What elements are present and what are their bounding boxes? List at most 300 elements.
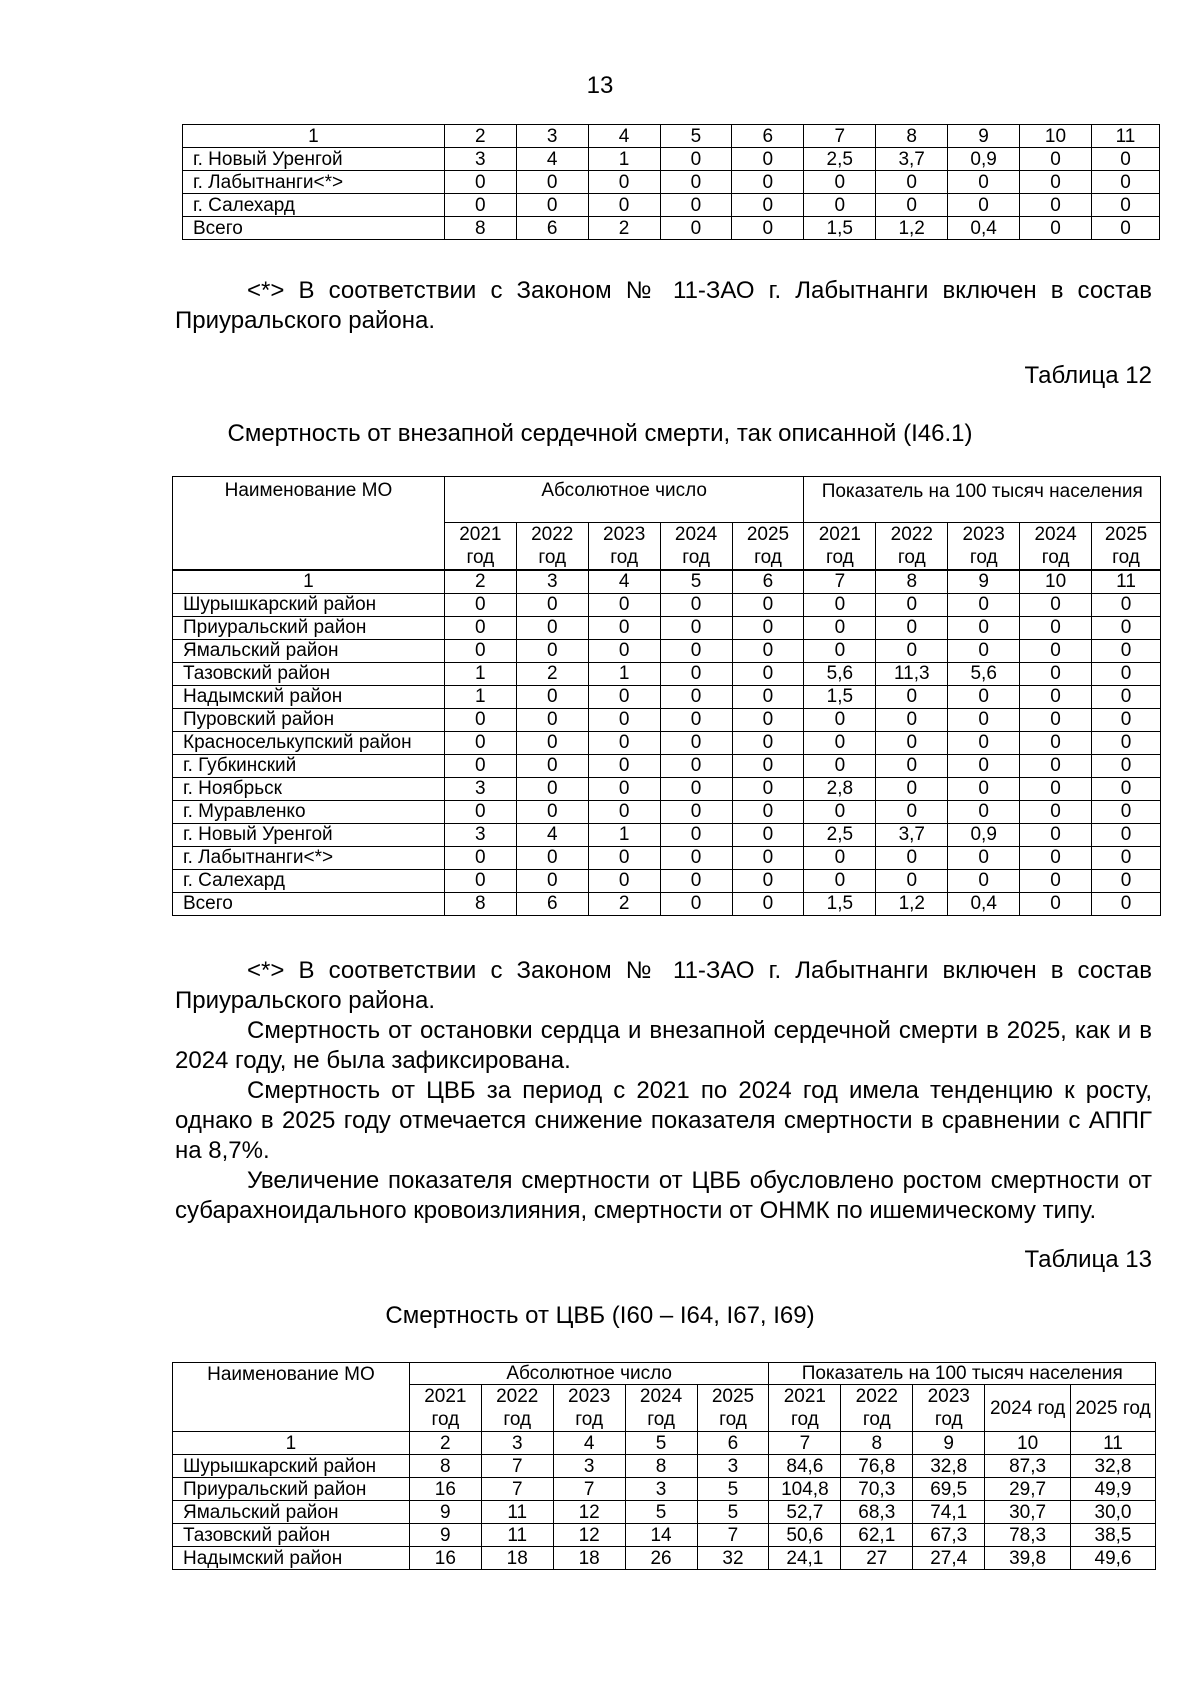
value-cell: 29,7: [985, 1478, 1071, 1501]
table-row: [173, 731, 1161, 754]
table-13-caption: Смертность от ЦВБ (I60 – I64, I67, I69): [385, 1302, 815, 1329]
value-cell: 68,3: [841, 1501, 913, 1524]
value-cell: 3: [444, 823, 516, 846]
value-cell: 5: [660, 125, 732, 148]
value-cell: 0: [516, 708, 588, 731]
value-cell: 0: [516, 800, 588, 823]
value-cell: 2: [516, 662, 588, 685]
value-cell: 11: [1092, 570, 1161, 593]
value-cell: 0: [1092, 685, 1161, 708]
value-cell: 0: [804, 616, 876, 639]
row-name-cell: г. Лабытнанги<*>: [183, 171, 445, 194]
value-cell: 10: [1020, 570, 1092, 593]
value-cell: 11,3: [876, 662, 948, 685]
value-cell: 5,6: [804, 662, 876, 685]
table-row: [173, 708, 1161, 731]
value-cell: 0: [948, 800, 1020, 823]
value-cell: 6: [516, 892, 588, 915]
value-cell: 38,5: [1071, 1524, 1156, 1547]
value-cell: 8: [444, 217, 516, 240]
value-cell: 4: [553, 1432, 625, 1455]
value-cell: 30,7: [985, 1501, 1071, 1524]
value-cell: 0: [948, 777, 1020, 800]
value-cell: 49,9: [1071, 1478, 1156, 1501]
value-cell: 0: [516, 777, 588, 800]
value-cell: 0: [948, 754, 1020, 777]
value-cell: 0: [1020, 777, 1092, 800]
year-header: 2023 год: [913, 1385, 985, 1432]
table-13-label: Таблица 13: [1024, 1246, 1152, 1273]
value-cell: 9: [948, 125, 1020, 148]
value-cell: 0: [804, 194, 876, 217]
value-cell: 0: [876, 685, 948, 708]
value-cell: 87,3: [985, 1455, 1071, 1478]
value-cell: 0: [1092, 777, 1161, 800]
table-row: [173, 616, 1161, 639]
value-cell: 0,9: [948, 148, 1020, 171]
value-cell: 11: [481, 1501, 553, 1524]
value-cell: 0: [1092, 869, 1161, 892]
row-name-cell: Тазовский район: [173, 1524, 410, 1547]
year-header: 2021 год: [804, 523, 876, 571]
value-cell: 7: [697, 1524, 769, 1547]
value-cell: 62,1: [841, 1524, 913, 1547]
value-cell: 0: [732, 731, 804, 754]
value-cell: 7: [481, 1478, 553, 1501]
value-cell: 0: [588, 593, 660, 616]
row-name-cell: Тазовский район: [173, 662, 445, 685]
value-cell: 0: [588, 685, 660, 708]
value-cell: 2: [588, 892, 660, 915]
value-cell: 0: [660, 708, 732, 731]
value-cell: 0: [444, 194, 516, 217]
value-cell: 0: [1020, 731, 1092, 754]
value-cell: 0: [588, 846, 660, 869]
paragraph: Смертность от остановки сердца и внезапной сердечной смерти в 2025, как и в 2024 году, не была зафиксирована.: [175, 1017, 1152, 1074]
row-name-cell: г. Новый Уренгой: [173, 823, 445, 846]
value-cell: 3: [625, 1478, 697, 1501]
value-cell: 0: [732, 777, 804, 800]
value-cell: 0: [660, 846, 732, 869]
value-cell: 0: [804, 754, 876, 777]
value-cell: 0: [1091, 148, 1159, 171]
value-cell: 0: [876, 869, 948, 892]
value-cell: 0: [732, 593, 804, 616]
value-cell: 2,5: [804, 823, 876, 846]
value-cell: 0: [516, 194, 588, 217]
value-cell: 0: [876, 194, 948, 217]
value-cell: 0: [1091, 171, 1159, 194]
value-cell: 0: [444, 846, 516, 869]
table-row: [173, 1547, 1156, 1570]
value-cell: 0: [876, 846, 948, 869]
row-name-cell: г. Новый Уренгой: [183, 148, 445, 171]
row-name-cell: 1: [173, 1432, 410, 1455]
value-cell: 0: [804, 593, 876, 616]
value-cell: 0: [804, 869, 876, 892]
value-cell: 52,7: [769, 1501, 841, 1524]
value-cell: 0: [804, 639, 876, 662]
table-row: [173, 777, 1161, 800]
value-cell: 0: [444, 708, 516, 731]
value-cell: 0: [1020, 754, 1092, 777]
value-cell: 5: [625, 1501, 697, 1524]
value-cell: 5: [660, 570, 732, 593]
table-row: [183, 148, 1160, 171]
year-header: 2025 год: [697, 1385, 769, 1432]
value-cell: 6: [516, 217, 588, 240]
value-cell: 4: [516, 823, 588, 846]
value-cell: 74,1: [913, 1501, 985, 1524]
value-cell: 0: [660, 639, 732, 662]
value-cell: 0: [1092, 708, 1161, 731]
value-cell: 12: [553, 1501, 625, 1524]
value-cell: 0: [1020, 148, 1092, 171]
value-cell: 0: [948, 171, 1020, 194]
body-text: [175, 956, 1152, 1226]
value-cell: 0: [660, 754, 732, 777]
table-12-label: Таблица 12: [1024, 362, 1152, 389]
value-cell: 4: [516, 148, 588, 171]
group-header-rate: Показатель на 100 тысяч населения: [804, 477, 1161, 523]
value-cell: 0: [732, 662, 804, 685]
value-cell: 0: [516, 616, 588, 639]
group-header-absolute: Абсолютное число: [409, 1363, 769, 1385]
row-name-cell: Надымский район: [173, 685, 445, 708]
value-cell: 0: [876, 777, 948, 800]
value-cell: 0: [1020, 892, 1092, 915]
value-cell: 0: [444, 754, 516, 777]
row-name-cell: г. Салехард: [173, 869, 445, 892]
col-header-name: Наименование МО: [173, 1363, 410, 1432]
value-cell: 9: [948, 570, 1020, 593]
value-cell: 8: [625, 1455, 697, 1478]
row-name-cell: Шурышкарский район: [173, 593, 445, 616]
value-cell: 0: [732, 754, 804, 777]
value-cell: 0: [876, 800, 948, 823]
value-cell: 24,1: [769, 1547, 841, 1570]
value-cell: 0: [1020, 217, 1092, 240]
value-cell: 0: [732, 194, 804, 217]
value-cell: 0: [444, 593, 516, 616]
value-cell: 12: [553, 1524, 625, 1547]
row-name-cell: Надымский район: [173, 1547, 410, 1570]
value-cell: 0: [732, 869, 804, 892]
row-name-cell: Приуральский район: [173, 1478, 410, 1501]
value-cell: 0: [1020, 662, 1092, 685]
value-cell: 10: [1020, 125, 1092, 148]
value-cell: 11: [1071, 1432, 1156, 1455]
value-cell: 67,3: [913, 1524, 985, 1547]
value-cell: 0: [660, 869, 732, 892]
value-cell: 3: [516, 125, 588, 148]
table-row: [173, 846, 1161, 869]
value-cell: 3: [553, 1455, 625, 1478]
value-cell: 0: [444, 639, 516, 662]
value-cell: 0: [588, 731, 660, 754]
value-cell: 1: [444, 662, 516, 685]
value-cell: 0: [1020, 869, 1092, 892]
table-row: [183, 217, 1160, 240]
table-row: [173, 754, 1161, 777]
value-cell: 0: [1020, 708, 1092, 731]
value-cell: 5: [697, 1501, 769, 1524]
value-cell: 5: [697, 1478, 769, 1501]
value-cell: 0: [660, 662, 732, 685]
row-name-cell: г. Губкинский: [173, 754, 445, 777]
value-cell: 0: [660, 593, 732, 616]
year-header: 2025 год: [1071, 1385, 1156, 1432]
group-header-rate: Показатель на 100 тысяч населения: [769, 1363, 1156, 1385]
value-cell: 0: [804, 708, 876, 731]
value-cell: 2,8: [804, 777, 876, 800]
value-cell: 0: [876, 616, 948, 639]
value-cell: 16: [409, 1478, 481, 1501]
value-cell: 3: [481, 1432, 553, 1455]
value-cell: 0: [804, 846, 876, 869]
value-cell: 9: [409, 1501, 481, 1524]
value-cell: 0,4: [948, 892, 1020, 915]
year-header: 2021 год: [769, 1385, 841, 1432]
value-cell: 76,8: [841, 1455, 913, 1478]
table-13: [172, 1362, 1156, 1570]
value-cell: 39,8: [985, 1547, 1071, 1570]
table-row: [173, 1501, 1156, 1524]
value-cell: 18: [553, 1547, 625, 1570]
value-cell: 5: [625, 1432, 697, 1455]
year-header: 2022 год: [481, 1385, 553, 1432]
value-cell: 0: [660, 616, 732, 639]
table-row: [173, 1524, 1156, 1547]
value-cell: 9: [409, 1524, 481, 1547]
row-name-cell: Пуровский район: [173, 708, 445, 731]
value-cell: 0: [732, 708, 804, 731]
value-cell: 0: [660, 194, 732, 217]
row-name-cell: Ямальский район: [173, 1501, 410, 1524]
paragraph: Смертность от ЦВБ за период с 2021 по 2024 год имела тенденцию к росту, однако в 2025 году отмечается снижение показателя смертности в сравнении с АППГ на 8,7%.: [175, 1077, 1152, 1164]
value-cell: 0,4: [948, 217, 1020, 240]
value-cell: 0: [804, 800, 876, 823]
table-row: [173, 892, 1161, 915]
table-row: [173, 800, 1161, 823]
value-cell: 0: [1020, 823, 1092, 846]
row-name-cell: г. Лабытнанги<*>: [173, 846, 445, 869]
value-cell: 14: [625, 1524, 697, 1547]
value-cell: 32: [697, 1547, 769, 1570]
year-header: 2021 год: [409, 1385, 481, 1432]
value-cell: 0: [1020, 171, 1092, 194]
value-cell: 0: [1092, 662, 1161, 685]
value-cell: 69,5: [913, 1478, 985, 1501]
value-cell: 6: [732, 125, 804, 148]
table-row: [173, 869, 1161, 892]
value-cell: 0: [660, 148, 732, 171]
value-cell: 0: [444, 731, 516, 754]
value-cell: 0: [1092, 754, 1161, 777]
value-cell: 0: [1091, 217, 1159, 240]
value-cell: 0: [948, 593, 1020, 616]
value-cell: 0: [804, 731, 876, 754]
table-row: [183, 194, 1160, 217]
value-cell: 0: [948, 708, 1020, 731]
value-cell: 7: [804, 125, 876, 148]
value-cell: 0: [516, 685, 588, 708]
value-cell: 3,7: [876, 823, 948, 846]
column-numbers-row: [183, 125, 1160, 148]
group-header-absolute: Абсолютное число: [444, 477, 804, 523]
value-cell: 0: [732, 217, 804, 240]
value-cell: 0: [732, 823, 804, 846]
value-cell: 78,3: [985, 1524, 1071, 1547]
value-cell: 0: [1091, 194, 1159, 217]
value-cell: 0: [588, 616, 660, 639]
year-header: 2023 год: [948, 523, 1020, 571]
value-cell: 0: [876, 171, 948, 194]
value-cell: 0: [588, 869, 660, 892]
table-row: [173, 823, 1161, 846]
value-cell: 7: [553, 1478, 625, 1501]
value-cell: 0: [1092, 593, 1161, 616]
paragraph: <*> В соответствии с Законом № 11-ЗАО г. Лабытнанги включен в состав Приуральского района.: [175, 957, 1152, 1014]
value-cell: 0: [1092, 800, 1161, 823]
row-name-cell: Ямальский район: [173, 639, 445, 662]
value-cell: 0: [876, 593, 948, 616]
row-name-cell: 1: [173, 570, 445, 593]
value-cell: 27,4: [913, 1547, 985, 1570]
table-row: [173, 662, 1161, 685]
value-cell: 0: [588, 194, 660, 217]
value-cell: 1: [444, 685, 516, 708]
value-cell: 8: [876, 125, 948, 148]
value-cell: 0: [1092, 639, 1161, 662]
year-header: 2025 год: [732, 523, 804, 571]
value-cell: 9: [913, 1432, 985, 1455]
value-cell: 0: [660, 892, 732, 915]
value-cell: 0: [516, 639, 588, 662]
value-cell: 0: [732, 616, 804, 639]
value-cell: 0: [660, 777, 732, 800]
value-cell: 0: [444, 171, 516, 194]
value-cell: 0: [948, 731, 1020, 754]
year-header: 2021 год: [444, 523, 516, 571]
value-cell: 26: [625, 1547, 697, 1570]
value-cell: 32,8: [913, 1455, 985, 1478]
row-name-cell: Всего: [173, 892, 445, 915]
col-header-name: Наименование МО: [173, 477, 445, 571]
value-cell: 0: [732, 846, 804, 869]
year-header: 2024 год: [985, 1385, 1071, 1432]
value-cell: 3: [444, 777, 516, 800]
value-cell: 0: [948, 846, 1020, 869]
value-cell: 70,3: [841, 1478, 913, 1501]
value-cell: 0: [444, 616, 516, 639]
value-cell: 0: [1092, 823, 1161, 846]
value-cell: 7: [804, 570, 876, 593]
value-cell: 0: [660, 171, 732, 194]
value-cell: 3: [516, 570, 588, 593]
value-cell: 0: [732, 639, 804, 662]
value-cell: 0: [1092, 892, 1161, 915]
value-cell: 0: [948, 685, 1020, 708]
year-header: 2024 год: [660, 523, 732, 571]
value-cell: 5,6: [948, 662, 1020, 685]
value-cell: 0: [660, 823, 732, 846]
value-cell: 0: [588, 639, 660, 662]
table-row: [173, 639, 1161, 662]
value-cell: 104,8: [769, 1478, 841, 1501]
value-cell: 0: [876, 731, 948, 754]
value-cell: 0: [1092, 731, 1161, 754]
value-cell: 8: [409, 1455, 481, 1478]
value-cell: 1: [588, 148, 660, 171]
table-12-caption: Смертность от внезапной сердечной смерти, так описанной (I46.1): [227, 420, 973, 447]
value-cell: 0: [1092, 616, 1161, 639]
year-header: 2022 год: [841, 1385, 913, 1432]
value-cell: 0: [660, 731, 732, 754]
paragraph: Увеличение показателя смертности от ЦВБ обусловлено ростом смертности от субарахноидального кровоизлияния, смертности от ОНМК по ишемическому типу.: [175, 1167, 1152, 1224]
value-cell: 0: [516, 869, 588, 892]
value-cell: 4: [588, 125, 660, 148]
row-name-cell: Шурышкарский район: [173, 1455, 410, 1478]
value-cell: 1: [588, 823, 660, 846]
row-name-cell: г. Ноябрьск: [173, 777, 445, 800]
value-cell: 84,6: [769, 1455, 841, 1478]
value-cell: 0: [1020, 846, 1092, 869]
value-cell: 0: [660, 685, 732, 708]
row-name-cell: Всего: [183, 217, 445, 240]
value-cell: 16: [409, 1547, 481, 1570]
year-header: 2024 год: [625, 1385, 697, 1432]
value-cell: 2,5: [804, 148, 876, 171]
value-cell: 0: [948, 869, 1020, 892]
value-cell: 50,6: [769, 1524, 841, 1547]
value-cell: 0: [948, 639, 1020, 662]
value-cell: 4: [588, 570, 660, 593]
value-cell: 0: [516, 846, 588, 869]
row-name-cell: г. Салехард: [183, 194, 445, 217]
value-cell: 1,5: [804, 217, 876, 240]
value-cell: 0: [804, 171, 876, 194]
value-cell: 0: [732, 800, 804, 823]
row-name-cell: г. Муравленко: [173, 800, 445, 823]
value-cell: 8: [444, 892, 516, 915]
value-cell: 0: [732, 148, 804, 171]
value-cell: 11: [481, 1524, 553, 1547]
value-cell: 0: [948, 194, 1020, 217]
value-cell: 0: [588, 754, 660, 777]
value-cell: 2: [409, 1432, 481, 1455]
year-header: 2024 год: [1020, 523, 1092, 571]
value-cell: 0: [876, 639, 948, 662]
page-number: 13: [586, 72, 614, 99]
table-row: [173, 1478, 1156, 1501]
value-cell: 30,0: [1071, 1501, 1156, 1524]
table-row: [183, 171, 1160, 194]
row-name-cell: Красноселькупский район: [173, 731, 445, 754]
value-cell: 0: [1020, 616, 1092, 639]
value-cell: 11: [1091, 125, 1159, 148]
column-numbers-row: [173, 570, 1161, 593]
value-cell: 2: [444, 570, 516, 593]
year-header: 2025 год: [1092, 523, 1161, 571]
value-cell: 0: [876, 754, 948, 777]
value-cell: 0: [516, 593, 588, 616]
table-continuation: [182, 124, 1160, 240]
row-name-cell: 1: [183, 125, 445, 148]
value-cell: 0: [732, 892, 804, 915]
value-cell: 0: [948, 616, 1020, 639]
value-cell: 0: [444, 869, 516, 892]
